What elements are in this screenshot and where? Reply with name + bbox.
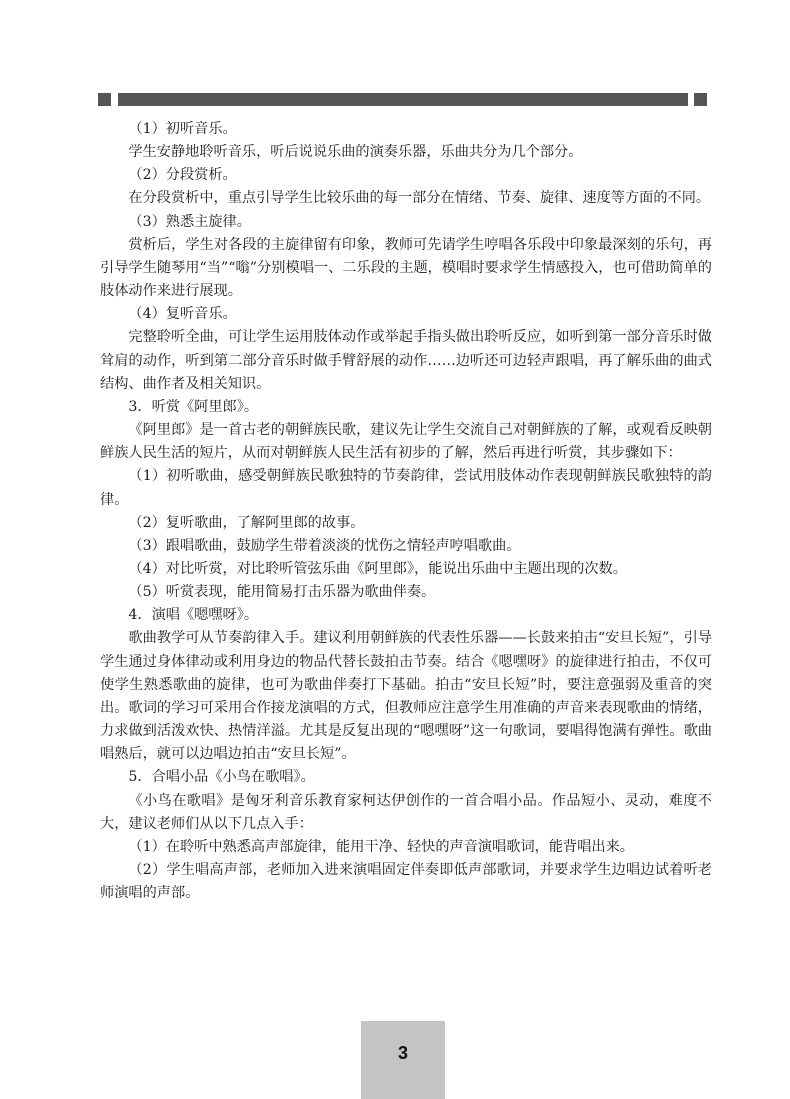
paragraph: （3）熟悉主旋律。 <box>128 213 251 230</box>
paragraph: （4）对比听赏，对比聆听管弦乐曲《阿里郎》，能说出乐曲中主题出现的次数。 <box>128 560 627 577</box>
paragraph: （2）复听歌曲，了解阿里郎的故事。 <box>128 514 365 531</box>
page-number: 3 <box>397 1042 408 1063</box>
paragraph: 5．合唱小品《小鸟在歌唱》。 <box>128 769 315 786</box>
paragraph: （2）学生唱高声部，老师加入进来演唱固定伴奏即低声部歌词，并要求学生边唱边试着听老师演唱的声部。 <box>100 862 712 902</box>
paragraph: 3．听赏《阿里郎》。 <box>128 398 259 415</box>
paragraph: （4）复听音乐。 <box>128 306 237 323</box>
paragraph: 在分段赏析中，重点引导学生比较乐曲的每一部分在情绪、节奏、旋律、速度等方面的不同。 <box>128 190 711 207</box>
paragraph: 学生安静地聆听音乐，听后说说乐曲的演奏乐器，乐曲共分为几个部分。 <box>128 144 583 161</box>
paragraph: （1）在聆听中熟悉高声部旋律，能用干净、轻快的声音演唱歌词，能背唱出来。 <box>128 838 634 855</box>
paragraph: 4．演唱《嗯嘿呀》。 <box>128 607 259 624</box>
paragraph: 《小鸟在歌唱》是匈牙利音乐教育家柯达伊创作的一首合唱小品。作品短小、灵动，难度不大，建议老师们从以下几点入手： <box>100 792 712 832</box>
paragraph: （1）初听歌曲，感受朝鲜族民歌独特的节奏韵律，尝试用肢体动作表现朝鲜族民歌独特的韵律。 <box>100 468 712 508</box>
paragraph: （2）分段赏析。 <box>128 167 237 184</box>
header-rule-left-block <box>98 93 111 106</box>
paragraph: （1）初听音乐。 <box>128 121 237 137</box>
paragraph: （5）听赏表现，能用简易打击乐器为歌曲伴奏。 <box>128 584 436 601</box>
paragraph: 《阿里郎》是一首古老的朝鲜族民歌，建议先让学生交流自己对朝鲜族的了解，或观看反映朝鲜族人民生活的短片，从而对朝鲜族人民生活有初步的了解，然后再进行听赏，其步骤如下： <box>100 422 712 462</box>
header-rule-bar <box>118 93 688 106</box>
page-number-tab <box>361 1021 445 1099</box>
header-rule <box>98 93 709 106</box>
paragraph: （3）跟唱歌曲，鼓励学生带着淡淡的忧伤之情轻声哼唱歌曲。 <box>128 537 521 554</box>
page-body <box>100 118 712 905</box>
paragraph: 歌曲教学可从节奏韵律入手。建议利用朝鲜族的代表性乐器——长鼓来拍击“安旦长短”，引导学生通过身体律动或利用身边的物品代替长鼓拍击节奏。结合《嗯嘿呀》的旋律进行拍击，不仅可使学生熟悉歌曲的旋律，也可为歌曲伴奏打下基础。拍击“安旦长短”时，要注意强弱及重音的突出。歌词的学习可采用合作接龙演唱的方式，但教师应注意学生用准确的声音来表现歌曲的情绪，力求做到活泼欢快、热情洋溢。尤其是反复出现的“嗯嘿呀”这一句歌词，要唱得饱满有弹性。歌曲唱熟后，就可以边唱边拍击“安旦长短”。 <box>100 630 712 763</box>
header-rule-right-block <box>694 93 707 106</box>
paragraph: 赏析后，学生对各段的主旋律留有印象，教师可先请学生哼唱各乐段中印象最深刻的乐句，再引导学生随琴用“当”“嗡”分别模唱一、二乐段的主题，模唱时要求学生情感投入，也可借助简单的肢体动作来进行展现。 <box>100 236 712 300</box>
paragraph: 完整聆听全曲，可让学生运用肢体动作或举起手指头做出聆听反应，如听到第一部分音乐时做耸肩的动作，听到第二部分音乐时做手臂舒展的动作……边听还可边轻声跟唱，再了解乐曲的曲式结构、曲作者及相关知识。 <box>100 329 712 392</box>
